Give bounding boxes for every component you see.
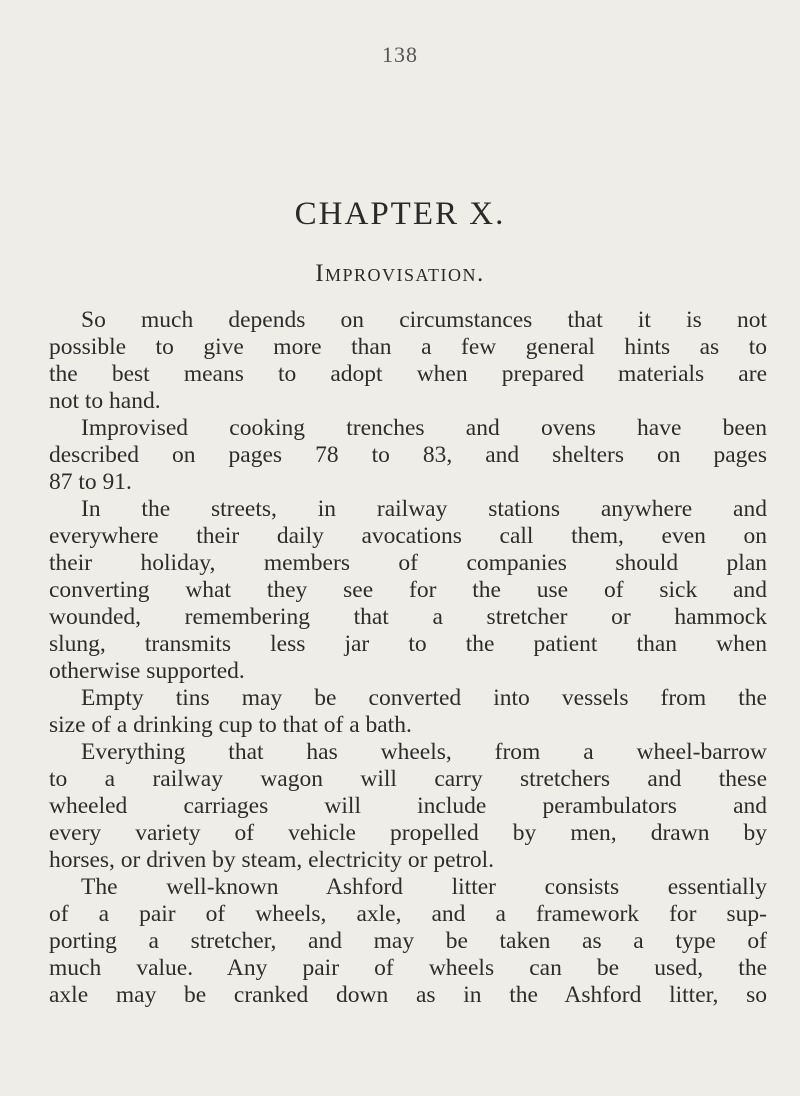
text-line: every variety of vehicle propelled by men, drawn by: [49, 820, 767, 846]
text-line: their holiday, members of companies should plan: [49, 550, 767, 576]
text-line: described on pages 78 to 83, and shelters on pages: [49, 442, 767, 468]
text-line: otherwise supported.: [49, 658, 245, 684]
text-line: to a railway wagon will carry stretchers and these: [49, 766, 767, 792]
text-line: In the streets, in railway stations anywhere and: [81, 496, 767, 522]
text-line: converting what they see for the use of sick and: [49, 577, 767, 603]
text-line: not to hand.: [49, 388, 161, 414]
text-line: So much depends on circumstances that it is not: [81, 307, 767, 333]
text-line: much value. Any pair of wheels can be used, the: [49, 955, 767, 981]
text-line: porting a stretcher, and may be taken as a type of: [49, 928, 767, 954]
text-line: slung, transmits less jar to the patient than when: [49, 631, 767, 657]
text-line: wounded, remembering that a stretcher or hammock: [49, 604, 767, 630]
text-line: of a pair of wheels, axle, and a framework for sup-: [49, 901, 767, 927]
page-number: 138: [382, 42, 418, 67]
text-line: 87 to 91.: [49, 469, 132, 495]
text-line: Everything that has wheels, from a wheel-barrow: [81, 739, 767, 765]
body-text: [49, 307, 767, 1009]
text-line: axle may be cranked down as in the Ashford litter, so: [49, 982, 767, 1008]
text-line: horses, or driven by steam, electricity or petrol.: [49, 847, 495, 873]
text-line: Empty tins may be converted into vessels from the: [81, 685, 767, 711]
text-line: The well-known Ashford litter consists essentially: [81, 874, 767, 900]
text-line: the best means to adopt when prepared materials are: [49, 361, 767, 387]
chapter-heading: CHAPTER X.: [294, 196, 506, 232]
text-line: possible to give more than a few general hints as to: [49, 334, 767, 360]
text-line: Improvised cooking trenches and ovens have been: [81, 415, 767, 441]
text-line: wheeled carriages will include perambulators and: [49, 793, 767, 819]
section-title: Improvisation.: [315, 260, 485, 287]
text-line: size of a drinking cup to that of a bath.: [49, 712, 412, 738]
text-line: everywhere their daily avocations call them, even on: [49, 523, 767, 549]
